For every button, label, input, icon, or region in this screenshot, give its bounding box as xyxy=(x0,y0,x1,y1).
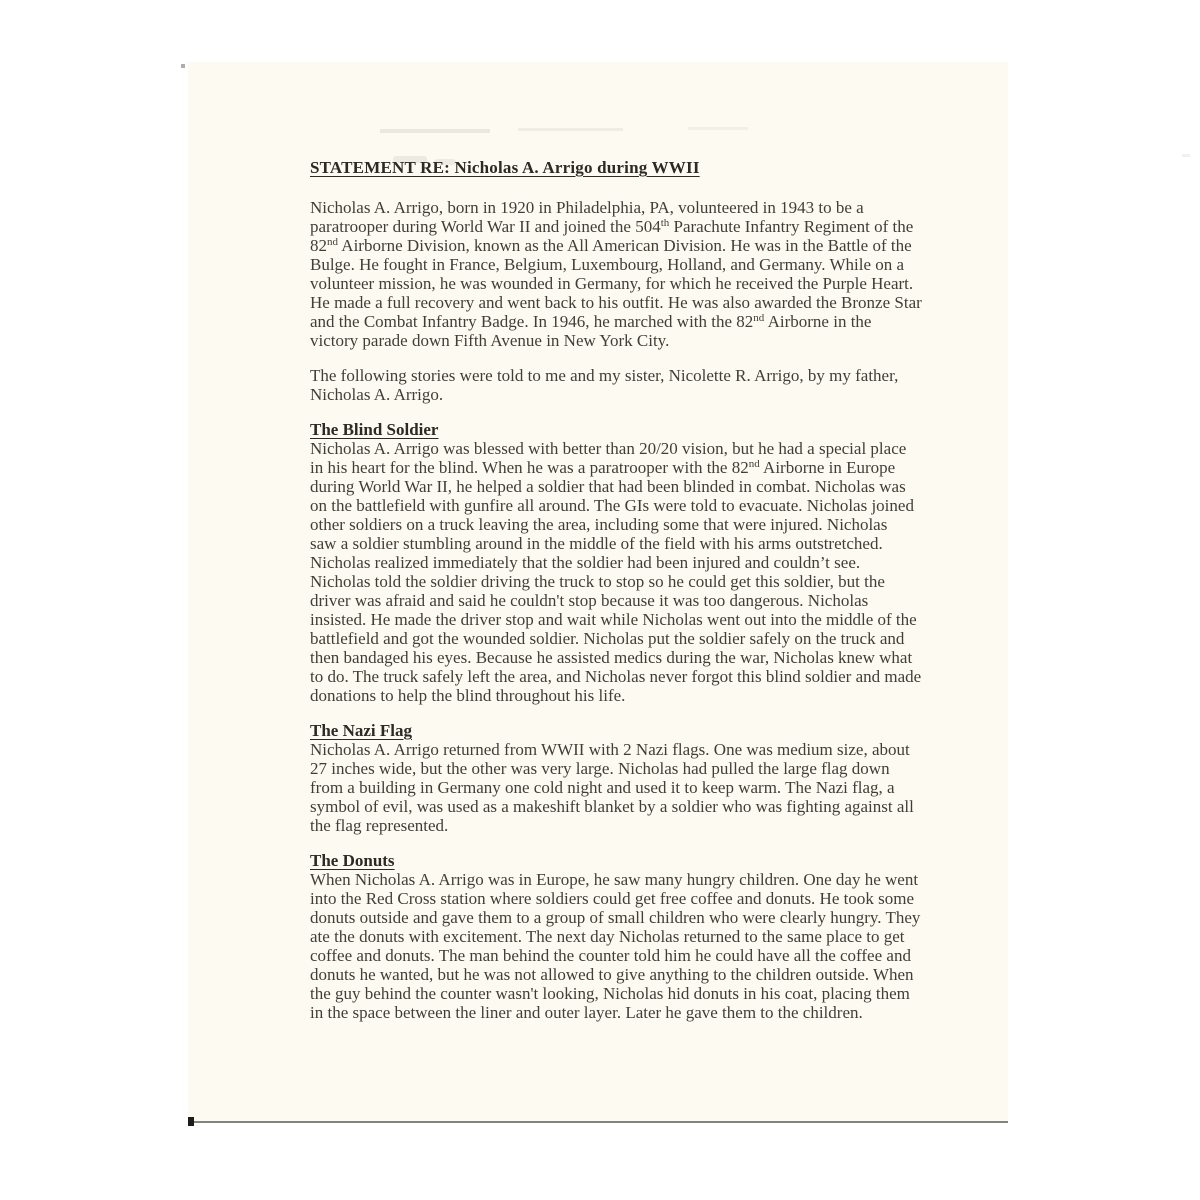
scan-smudge xyxy=(518,128,623,131)
scan-bottom-edge-mark xyxy=(188,1117,194,1126)
section-text-donuts: When Nicholas A. Arrigo was in Europe, he saw many hungry children. One day he went into the Red Cross station where soldiers could get free coffee and donuts. He took some donuts outside and gave them to a group of small children who were clearly hungry. They ate the donuts with excitement. The next day Nicholas returned to the same place to get coffee and donuts. The man behind the counter told him he could have all the coffee and donuts he wanted, but he was not allowed to give anything to the children outside. When the guy behind the counter wasn't looking, Nicholas hid donuts in his coat, placing them in the space between the liner and outer layer. Later he gave them to the children. xyxy=(310,870,921,1022)
section-heading-blind-soldier: The Blind Soldier xyxy=(310,420,439,439)
section-blind-soldier xyxy=(310,420,922,705)
scan-smudge xyxy=(380,129,490,133)
scan-speck xyxy=(181,64,185,68)
scan-smudge xyxy=(688,127,748,130)
section-donuts xyxy=(310,851,921,1022)
section-text-blind-soldier: Nicholas A. Arrigo was blessed with better than 20/20 vision, but he had a special place in his heart for the blind. When he was a paratrooper with the 82nd Airborne in Europe during World War II, he helped a soldier that had been blinded in combat. Nicholas was on the battlefield with gunfire all around. The GIs were told to evacuate. Nicholas joined other soldiers on a truck leaving the area, including some that were injured. Nicholas saw a soldier stumbling around in the middle of the field with his arms outstretched. Nicholas realized immediately that the soldier had been injured and couldn’t see. Nicholas told the soldier driving the truck to stop so he could get this soldier, but the driver was afraid and said he couldn't stop because it was too dangerous. Nicholas insisted. He made the driver stop and wait while Nicholas went out into the middle of the battlefield and got the wounded soldier. Nicholas put the soldier safely on the truck and then bandaged his eyes. Because he assisted medics during the war, Nicholas knew what to do. The truck safely left the area, and Nicholas never forgot this blind soldier and made donations to help the blind throughout his life. xyxy=(310,439,922,705)
section-heading-nazi-flag: The Nazi Flag xyxy=(310,721,412,740)
section-nazi-flag xyxy=(310,721,914,835)
scan-smudge xyxy=(1182,154,1190,157)
document-body xyxy=(310,158,922,1038)
section-text-nazi-flag: Nicholas A. Arrigo returned from WWII with 2 Nazi flags. One was medium size, about 27 inches wide, but the other was very large. Nicholas had pulled the large flag down from a building in Germany one cold night and used it to keep warm. The Nazi flag, a symbol of evil, was used as a makeshift blanket by a soldier who was fighting against all the flag represented. xyxy=(310,740,914,835)
document-title: STATEMENT RE: Nicholas A. Arrigo during WWII xyxy=(310,158,700,177)
intro-paragraph: Nicholas A. Arrigo, born in 1920 in Philadelphia, PA, volunteered in 1943 to be a paratrooper during World War II and joined the 504th Parachute Infantry Regiment of the 82nd Airborne Division, known as the All American Division. He was in the Battle of the Bulge. He fought in France, Belgium, Luxembourg, Holland, and Germany. While on a volunteer mission, he was wounded in Germany, for which he received the Purple Heart. He made a full recovery and went back to his outfit. He was also awarded the Bronze Star and the Combat Infantry Badge. In 1946, he marched with the 82nd Airborne in the victory parade down Fifth Avenue in New York City. xyxy=(310,198,922,350)
byline-paragraph: The following stories were told to me and my sister, Nicolette R. Arrigo, by my father, Nicholas A. Arrigo. xyxy=(310,366,899,404)
scan-bottom-edge-line xyxy=(190,1121,1008,1123)
section-heading-donuts: The Donuts xyxy=(310,851,395,870)
